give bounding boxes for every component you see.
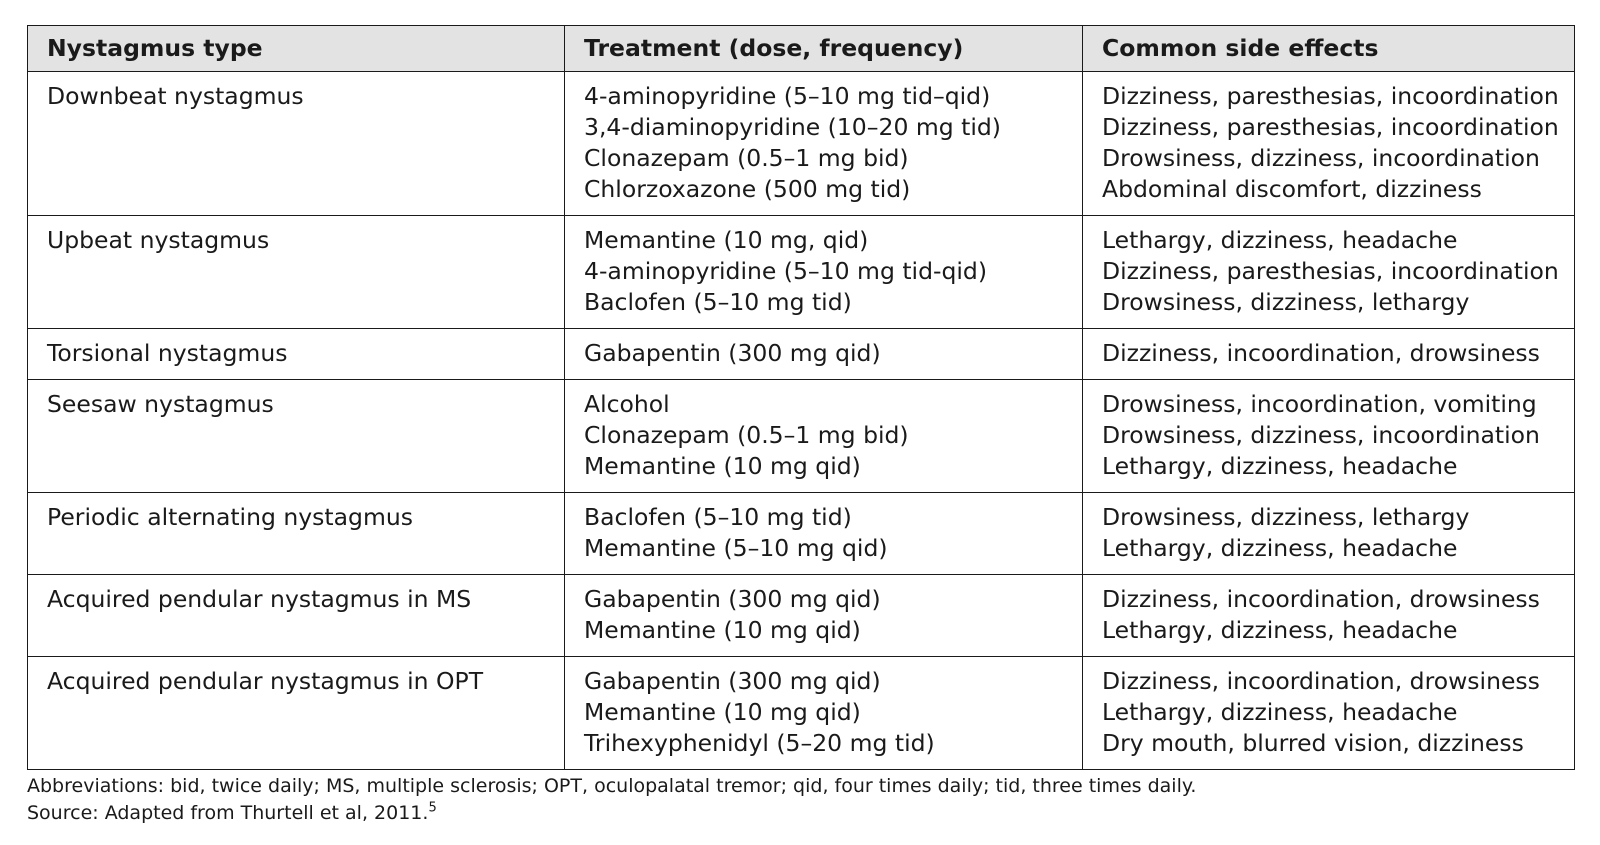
side-effect-line: Lethargy, dizziness, headache [1102, 698, 1458, 726]
treatment-line: 4-aminopyridine (5–10 mg tid–qid) [584, 82, 991, 110]
cell-treatments [565, 657, 1083, 770]
table-row [28, 216, 1575, 329]
cell-side-effects [1083, 216, 1575, 329]
treatment-line: Clonazepam (0.5–1 mg bid) [584, 144, 909, 172]
header-nystagmus-type: Nystagmus type [28, 26, 565, 72]
header-treatment: Treatment (dose, frequency) [565, 26, 1083, 72]
source-text: Source: Adapted from Thurtell et al, 2011. [27, 802, 429, 824]
side-effect-line: Drowsiness, dizziness, lethargy [1102, 288, 1470, 316]
nystagmus-treatment-table [27, 25, 1575, 770]
table-row [28, 72, 1575, 216]
table-row [28, 657, 1575, 770]
treatment-line: Memantine (10 mg qid) [584, 452, 861, 480]
cell-side-effects [1083, 72, 1575, 216]
treatment-line: Memantine (10 mg qid) [584, 616, 861, 644]
side-effect-line: Drowsiness, incoordination, vomiting [1102, 390, 1537, 418]
cell-side-effects [1083, 575, 1575, 657]
table-row [28, 329, 1575, 380]
treatment-line: Baclofen (5–10 mg tid) [584, 503, 852, 531]
side-effect-line: Lethargy, dizziness, headache [1102, 452, 1458, 480]
treatment-line: 3,4-diaminopyridine (10–20 mg tid) [584, 113, 1001, 141]
treatment-line: Trihexyphenidyl (5–20 mg tid) [584, 729, 935, 757]
treatment-line: Memantine (10 mg qid) [584, 698, 861, 726]
cell-treatments [565, 329, 1083, 380]
treatment-line: Chlorzoxazone (500 mg tid) [584, 175, 911, 203]
cell-nystagmus-type: Periodic alternating nystagmus [28, 493, 565, 575]
treatment-line: Gabapentin (300 mg qid) [584, 667, 881, 695]
table-row [28, 575, 1575, 657]
abbreviations-note: Abbreviations: bid, twice daily; MS, multiple sclerosis; OPT, oculopalatal tremor; qid, four times daily; tid, three times daily. [27, 775, 1197, 797]
side-effect-line: Lethargy, dizziness, headache [1102, 534, 1458, 562]
cell-side-effects [1083, 329, 1575, 380]
cell-nystagmus-type: Downbeat nystagmus [28, 72, 565, 216]
side-effect-line: Dizziness, incoordination, drowsiness [1102, 667, 1540, 695]
side-effect-line: Drowsiness, dizziness, incoordination [1102, 421, 1540, 449]
cell-side-effects [1083, 380, 1575, 493]
side-effect-line: Dry mouth, blurred vision, dizziness [1102, 729, 1524, 757]
header-side-effects: Common side effects [1083, 26, 1575, 72]
cell-treatments [565, 72, 1083, 216]
treatment-line: 4-aminopyridine (5–10 mg tid-qid) [584, 257, 987, 285]
cell-nystagmus-type: Acquired pendular nystagmus in OPT [28, 657, 565, 770]
cell-treatments [565, 575, 1083, 657]
cell-treatments [565, 493, 1083, 575]
cell-side-effects [1083, 657, 1575, 770]
side-effect-line: Dizziness, paresthesias, incoordination [1102, 257, 1559, 285]
side-effect-line: Dizziness, incoordination, drowsiness [1102, 585, 1540, 613]
side-effect-line: Abdominal discomfort, dizziness [1102, 175, 1482, 203]
side-effect-line: Drowsiness, dizziness, incoordination [1102, 144, 1540, 172]
treatment-line: Memantine (5–10 mg qid) [584, 534, 888, 562]
cell-treatments [565, 380, 1083, 493]
side-effect-line: Dizziness, paresthesias, incoordination [1102, 82, 1559, 110]
treatment-line: Baclofen (5–10 mg tid) [584, 288, 852, 316]
table-row [28, 380, 1575, 493]
cell-nystagmus-type: Upbeat nystagmus [28, 216, 565, 329]
table-footnotes [27, 773, 1196, 827]
treatment-line: Memantine (10 mg, qid) [584, 226, 869, 254]
treatment-line: Alcohol [584, 390, 670, 418]
treatment-table-container [27, 25, 1574, 770]
side-effect-line: Lethargy, dizziness, headache [1102, 226, 1458, 254]
cell-side-effects [1083, 493, 1575, 575]
cell-nystagmus-type: Acquired pendular nystagmus in MS [28, 575, 565, 657]
side-effect-line: Drowsiness, dizziness, lethargy [1102, 503, 1470, 531]
cell-treatments [565, 216, 1083, 329]
side-effect-line: Lethargy, dizziness, headache [1102, 616, 1458, 644]
source-reference-number: 5 [428, 800, 437, 816]
side-effect-line: Dizziness, paresthesias, incoordination [1102, 113, 1559, 141]
treatment-line: Gabapentin (300 mg qid) [584, 585, 881, 613]
table-row [28, 493, 1575, 575]
table-header-row [28, 26, 1575, 72]
treatment-line: Clonazepam (0.5–1 mg bid) [584, 421, 909, 449]
cell-nystagmus-type: Torsional nystagmus [28, 329, 565, 380]
side-effect-line: Dizziness, incoordination, drowsiness [1102, 339, 1540, 367]
source-note [27, 800, 1196, 827]
cell-nystagmus-type: Seesaw nystagmus [28, 380, 565, 493]
treatment-line: Gabapentin (300 mg qid) [584, 339, 881, 367]
